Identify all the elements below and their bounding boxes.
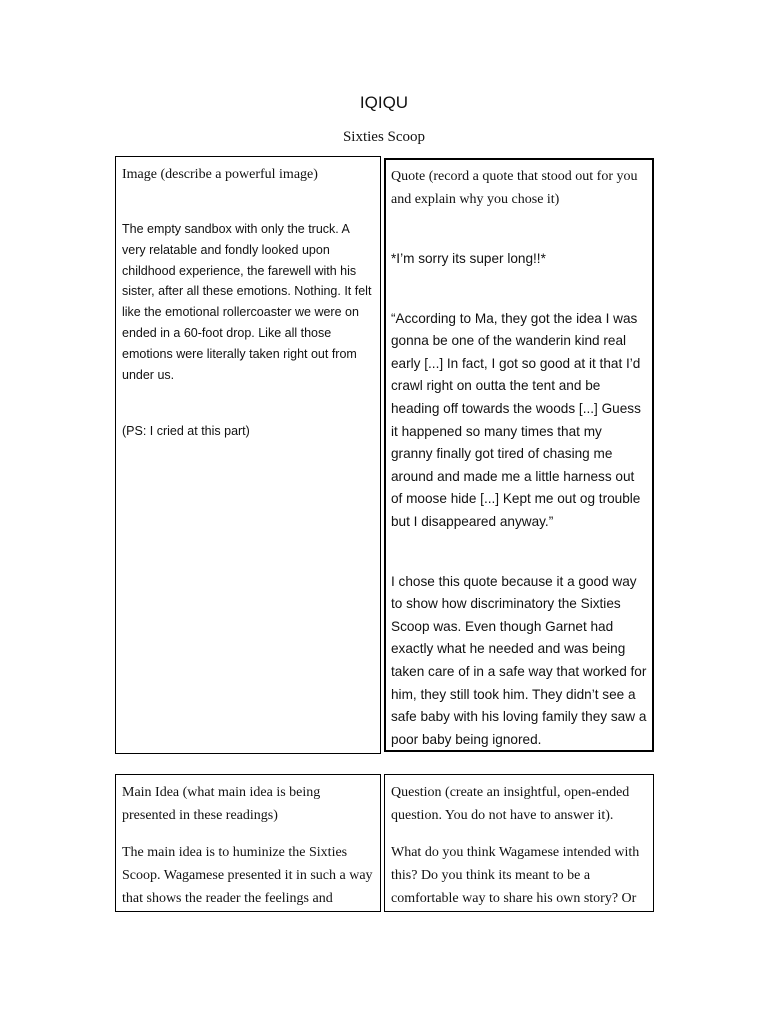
quote-box: [384, 158, 654, 752]
main-idea-body: The main idea is to huminize the Sixties Scoop. Wagamese presented it in such a way that shows the reader the feelings and: [122, 845, 373, 906]
image-box-note: (PS: I cried at this part): [122, 424, 250, 439]
main-idea-box: [115, 774, 381, 912]
image-box-description: The empty sandbox with only the truck. A very relatable and fondly looked upon childhood experience, the farewell with his sister, after all these emotions. Nothing. It felt like the emotional rollercoaster we were on ended in a 60-foot drop. Like all those emotions were literally taken right out from under us.: [122, 222, 372, 382]
image-box: [115, 156, 381, 754]
question-heading: Question (create an insightful, open-ended question. You do not have to answer it).: [391, 785, 630, 823]
image-box-heading: Image (describe a powerful image): [122, 167, 318, 182]
quote-box-quote: “According to Ma, they got the idea I was gonna be one of the wanderin kind real early [...] In fact, I got so good at it that I’d crawl right on outta the tent and be heading off towards the woods [...] Guess it happened so many times that my granny finally got tired of chasing me around and made me a little harness out of moose hide [...] Kept me out og trouble but I disappeared anyway.”: [391, 310, 641, 529]
quote-box-heading: Quote (record a quote that stood out for you and explain why you chose it): [391, 169, 638, 207]
question-box: [384, 774, 654, 912]
document-subtitle: Sixties Scoop: [342, 129, 426, 145]
document-title: IQIQU: [359, 93, 409, 112]
quote-box-explanation: I chose this quote because it a good way to show how discriminatory the Sixties Scoop was. Even though Garnet had exactly what he needed and was being taken care of in a safe way that worked for him, they still took him. They didn’t see a safe baby with his loving family they saw a poor baby being ignored.: [391, 573, 647, 747]
quote-box-apology: *I’m sorry its super long!!*: [391, 251, 546, 266]
question-body: What do you think Wagamese intended with this? Do you think its meant to be a comfortable way to share his own story? Or: [391, 845, 640, 906]
main-idea-heading: Main Idea (what main idea is being presented in these readings): [122, 785, 321, 823]
